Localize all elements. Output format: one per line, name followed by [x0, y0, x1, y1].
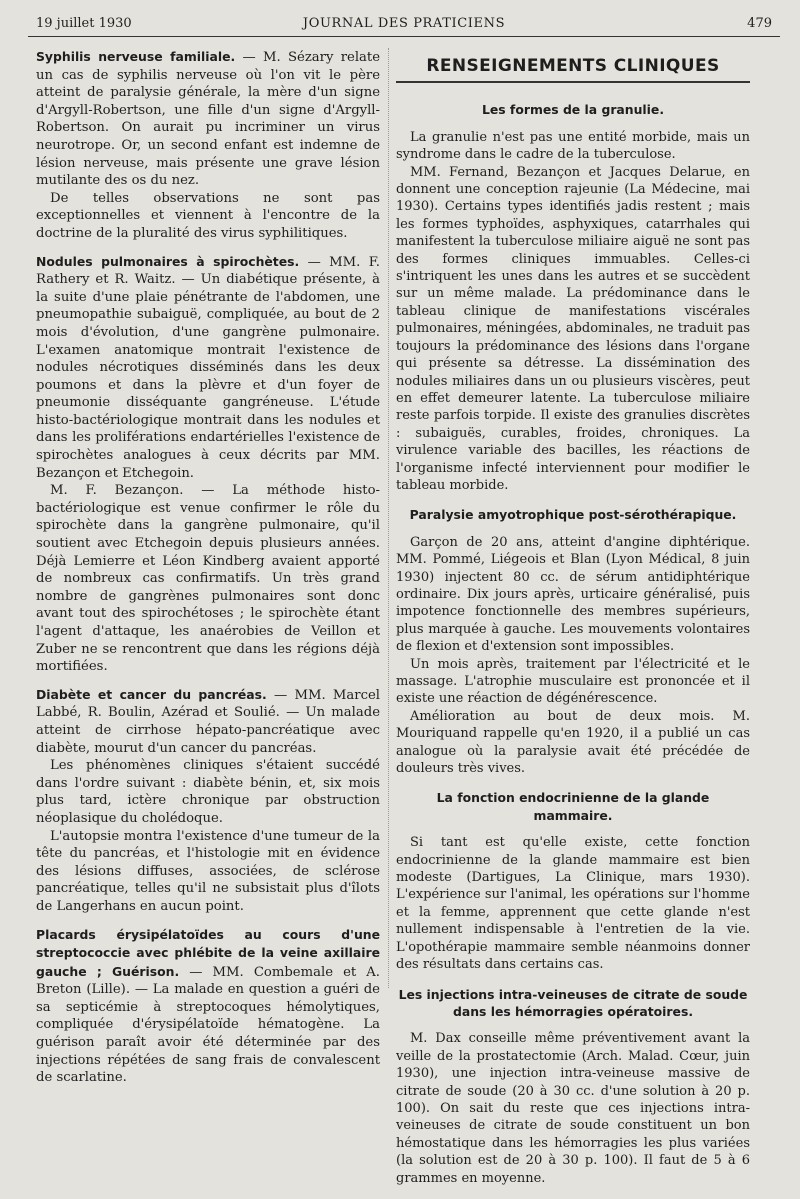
article-diabete: [36, 686, 380, 916]
article-paragraph: Si tant est qu'elle existe, cette fonction endocrinienne de la glande mammaire est bien modeste (Dartigues, La Clinique, mars 1930). L'expérience sur l'animal, les opérations sur l'homme et la femme, apprennent que cette glande n'est nullement indispensable à l'entretien de la vie. L'opothérapie mammaire semble néanmoins donner des résultats dans certains cas.: [396, 835, 750, 973]
article-heading: Paralysie amyotrophique post-sérothérapique.: [409, 507, 737, 523]
article-placards: [36, 926, 380, 1087]
article-title: Nodules pulmonaires à spirochètes.: [36, 253, 300, 269]
article-syphilis: [36, 48, 380, 243]
article-body: — MM. F. Rathery et R. Waitz. — Un diabétique présente, à la suite d'une plaie pénétrante de l'abdomen, une pneumopathie subaiguë, compliquée, au bout de 2 mois d'évolution, d'une gangrène pulmonaire. L'examen anatomique montrait l'existence de nodules nécrotiques disséminés dans les deux poumons et dans la plèvre et d'un foyer de pneumonie disséquante gangréneuse. L'étude histo-bactériologique montrait dans les nodules et dans les proliférations endartérielles l'existence de spirochètes analogues à ceux décrits par MM. Bezançon et Etchegoin.: [36, 254, 380, 481]
article-paragraph: Amélioration au bout de deux mois. M. Mouriquand rappelle qu'en 1920, il a publié un cas analogue où la paralysie avait été précédée de douleurs très vives.: [396, 708, 750, 777]
article-title: Diabète et cancer du pancréas.: [36, 686, 267, 702]
article-paragraph: Les phénomènes cliniques s'étaient succédé dans l'ordre suivant : diabète bénin, et, six mois plus tard, ictère chronique par obstruction néoplasique du cholédoque.: [36, 758, 380, 826]
article-heading: La fonction endocrinienne de la glande mammaire.: [436, 790, 710, 823]
article-paragraph: La granulie n'est pas une entité morbide, mais un syndrome dans le cadre de la tuberculose.: [396, 129, 750, 163]
article-body: — MM. Marcel Labbé, R. Boulin, Azérad et Soulié. — Un malade atteint de cirrhose hépato-pancréatique avec diabète, mourut d'un cancer du pancréas.: [36, 687, 380, 756]
article-heading: Les injections intra-veineuses de citrate de soude dans les hémorragies opératoires.: [398, 986, 748, 1019]
article-body: — MM. Combemale et A. Breton (Lille). — La malade en question a guéri de sa septicémie à streptocoques hémolytiques, compliquée d'érysipélatoïde hématogène. La guérison paraît avoir été déterminée par des injections répétées de sang frais de convalescent de scarlatine.: [36, 964, 380, 1086]
article-paragraph: L'autopsie montra l'existence d'une tumeur de la tête du pancréas, et l'histologie mit en évidence des lésions diffuses, associées, de sclérose pancréatique, telles qu'il ne subsistait plus d'îlots de Langerhans en aucun point.: [36, 828, 380, 914]
article-paragraph: MM. Fernand, Bezançon et Jacques Delarue, en donnent une conception rajeunie (La Médecine, mai 1930). Certains types identifiés jadis restent ; mais les formes typhoïdes, asphyxiques, catarrhales qui manifestent la tuberculose miliaire aiguë ne sont pas des formes cliniques immuables. Celles-ci s'intriquent les unes dans les autres et se succèdent sur un même malade. La prédominance dans le tableau clinique de manifestations viscérales pulmonaires, méningées, abdominales, ne traduit pas toujours la prédominance des lésions dans l'organe qui présente sa détresse. La dissémination des nodules miliaires dans un ou plusieurs viscères, peut en effet demeurer latente. La tuberculose miliaire reste parfois torpide. Il existe des granulies discrètes : subaiguës, curables, froides, chroniques. La virulence variable des bacilles, les réactions de l'organisme infecté interviennent pour modifier le tableau morbide.: [396, 164, 750, 493]
article-paragraph: Un mois après, traitement par l'électricité et le massage. L'atrophie musculaire est prononcée et il existe une réaction de dégénérescence.: [396, 656, 750, 707]
article-heading: Les formes de la granulie.: [481, 102, 665, 118]
section-rule: [396, 81, 750, 83]
article-nodules: [36, 253, 380, 676]
article-paragraph: M. Dax conseille même préventivement avant la veille de la prostatectomie (Arch. Malad. Cœur, juin 1930), une injection intra-veineuse massive de citrate de soude (20 à 30 cc. d'une solution à 20 p. 100). On sait du reste que ces injections intra-veineuses de citrate de soude constituent un bon hémostatique dans les hémorragies les plus variées (la solution est de 20 à 30 p. 100). Il faut de 5 à 6 grammes en moyenne.: [396, 1031, 750, 1186]
article-granulie: [396, 101, 750, 494]
article-paragraph: M. F. Bezançon. — La méthode histo-bactériologique est venue confirmer le rôle du spirochète dans la gangrène pulmonaire, qu'il soutient avec Etchegoin depuis plusieurs années. Déjà Lemierre et Léon Kindberg avaient apporté de nombreux cas confirmatifs. Un très grand nombre de gangrènes pulmonaires sont donc avant tout des spirochétoses ; le spirochète étant l'agent d'attaque, les anaérobies de Veillon et Zuber ne se rencontrent que dans les régions déjà mortifiées.: [36, 483, 380, 675]
article-mammaire: [396, 789, 750, 973]
column-divider: [388, 48, 389, 988]
journal-title: JOURNAL DES PRATICIENS: [302, 16, 506, 31]
issue-date: 19 juillet 1930: [36, 16, 132, 31]
running-head: [28, 14, 780, 37]
article-paralysie: [396, 506, 750, 777]
article-title: Placards érysipélatoïdes au cours d'une streptococcie avec phlébite de la veine axillaire gauche ; Guérison.: [36, 926, 380, 979]
left-column: [36, 48, 380, 1097]
article-title: Syphilis nerveuse familiale.: [36, 49, 236, 64]
section-heading: RENSEIGNEMENTS CLINIQUES: [426, 56, 720, 76]
article-citrate: [396, 986, 750, 1187]
article-paragraph: Garçon de 20 ans, atteint d'angine diphtérique. MM. Pommé, Liégeois et Blan (Lyon Médical, 8 juin 1930) injectent 80 cc. de sérum antidiphtérique ordinaire. Dix jours après, urticaire généralisé, puis impotence fonctionnelle des membres supérieurs, plus marquée à gauche. Les mouvements volontaires de flexion et d'extension sont impossibles.: [396, 534, 750, 655]
right-column: [396, 52, 750, 1199]
article-body: — M. Sézary relate un cas de syphilis nerveuse où l'on vit le père atteint de paralysie générale, la mère d'un signe d'Argyll-Robertson, une fille d'un signe d'Argyll-Robertson. On aurait pu incriminer un virus neurotrope. Or, un second enfant est indemne de lésion nerveuse, mais présente une grave lésion mutilante des os du nez.: [36, 50, 380, 189]
page-number: 479: [747, 16, 772, 31]
article-paragraph: De telles observations ne sont pas exceptionnelles et viennent à l'encontre de la doctrine de la pluralité des virus syphilitiques.: [36, 190, 380, 241]
